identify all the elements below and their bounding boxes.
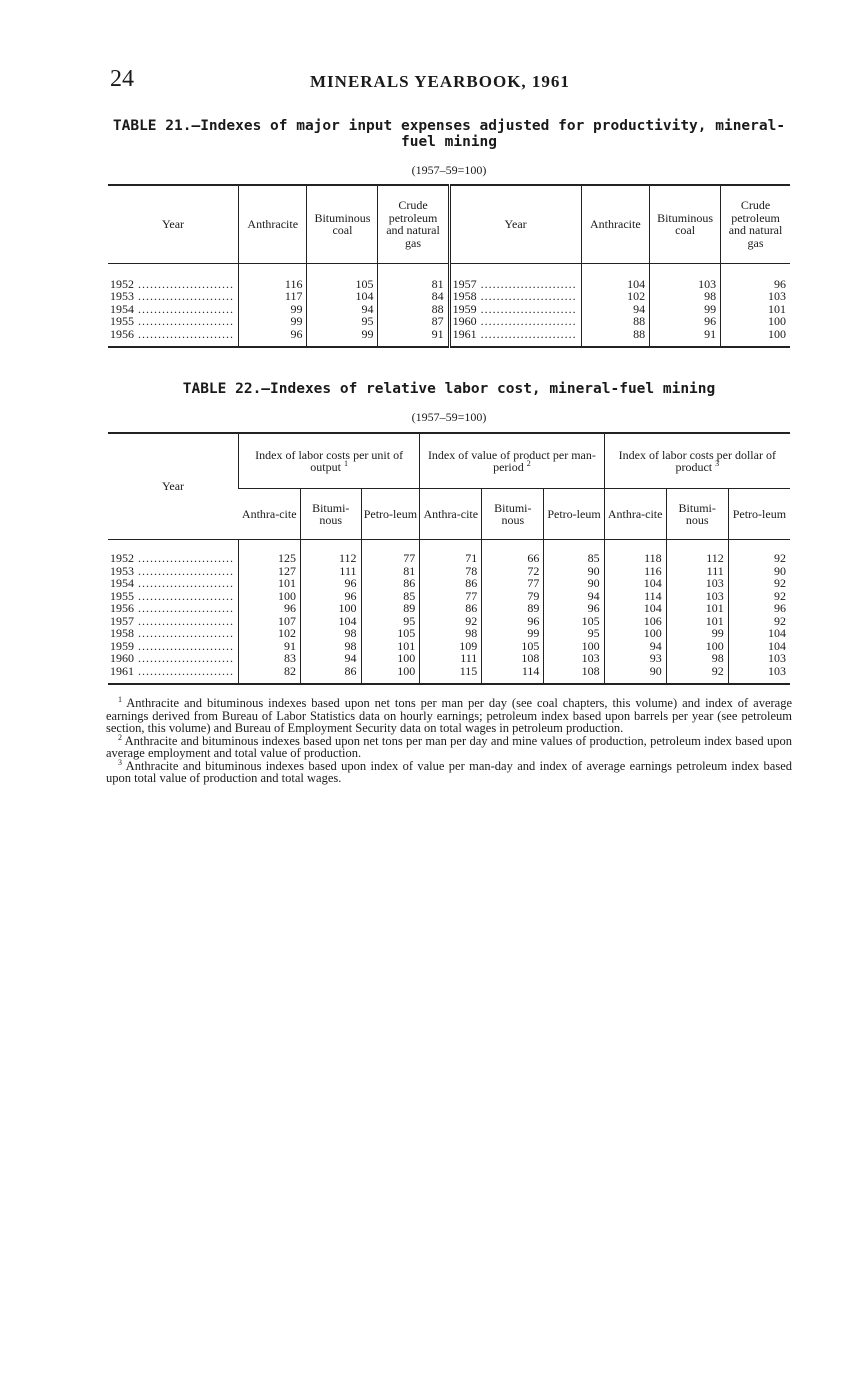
table-row — [108, 290, 790, 303]
table22 — [108, 432, 790, 685]
value-cell: 115 — [420, 665, 482, 685]
year-cell: 1957 ..... — [108, 615, 239, 628]
value-cell: 103 — [728, 652, 790, 665]
year-cell: 1956 ..... — [108, 602, 239, 615]
value-cell: 103 — [721, 290, 790, 303]
value-cell: 101 — [666, 615, 728, 628]
value-cell: 92 — [728, 615, 790, 628]
table21 — [108, 184, 790, 348]
value-cell: 96 — [239, 602, 301, 615]
table-row — [108, 652, 790, 665]
table-row — [108, 263, 790, 290]
value-cell: 77 — [361, 540, 420, 565]
footnotes — [106, 694, 792, 785]
value-cell: 98 — [666, 652, 728, 665]
table21-col-header: Crude petroleum and natural gas — [721, 185, 790, 263]
value-cell: 100 — [300, 602, 361, 615]
table22-subcol-header: Anthra-cite — [239, 489, 301, 540]
value-cell: 98 — [300, 640, 361, 653]
year-cell: 1952 ..... — [108, 540, 239, 565]
year-cell: 1954 ..... — [108, 303, 239, 316]
value-cell: 86 — [420, 577, 482, 590]
value-cell: 100 — [604, 627, 666, 640]
value-cell: 89 — [482, 602, 544, 615]
value-cell: 125 — [239, 540, 301, 565]
table22-subcol-header: Anthra-cite — [604, 489, 666, 540]
year-cell: 1959 ..... — [108, 640, 239, 653]
year-cell: 1954 ..... — [108, 577, 239, 590]
value-cell: 106 — [604, 615, 666, 628]
footnote-mark: 2 — [118, 732, 122, 742]
value-cell: 72 — [482, 565, 544, 578]
table21-title: TABLE 21.—Indexes of major input expenses adjusted for productivity, mineral-fuel mining — [112, 118, 786, 150]
value-cell: 104 — [604, 577, 666, 590]
table-row — [108, 665, 790, 685]
table21-header-row — [108, 185, 790, 263]
table22-group-header — [239, 433, 420, 489]
value-cell: 98 — [650, 290, 721, 303]
year-cell: 1958 ..... — [449, 290, 581, 303]
value-cell: 91 — [378, 328, 449, 348]
value-cell: 117 — [239, 290, 307, 303]
value-cell: 103 — [728, 665, 790, 685]
value-cell: 104 — [728, 640, 790, 653]
value-cell: 96 — [544, 602, 604, 615]
value-cell: 87 — [378, 315, 449, 328]
value-cell: 81 — [378, 263, 449, 290]
page-number: 24 — [110, 66, 134, 92]
footnote-mark: 3 — [118, 757, 122, 767]
value-cell: 101 — [721, 303, 790, 316]
footnote-ref: 1 — [343, 459, 348, 468]
table-row — [108, 590, 790, 603]
value-cell: 91 — [650, 328, 721, 348]
table-row — [108, 577, 790, 590]
value-cell: 100 — [361, 652, 420, 665]
year-cell: 1953 ..... — [108, 290, 239, 303]
value-cell: 101 — [361, 640, 420, 653]
value-cell: 85 — [361, 590, 420, 603]
footnote-1 — [106, 694, 792, 735]
year-cell: 1961 ..... — [449, 328, 581, 348]
year-cell: 1957 ..... — [449, 263, 581, 290]
value-cell: 95 — [361, 615, 420, 628]
value-cell: 99 — [307, 328, 378, 348]
footnote-2 — [106, 732, 792, 760]
value-cell: 116 — [239, 263, 307, 290]
year-cell: 1960 ..... — [449, 315, 581, 328]
table22-subcol-header: Petro-leum — [728, 489, 790, 540]
value-cell: 98 — [420, 627, 482, 640]
value-cell: 108 — [482, 652, 544, 665]
value-cell: 94 — [581, 303, 649, 316]
year-cell: 1960 ..... — [108, 652, 239, 665]
value-cell: 104 — [300, 615, 361, 628]
table22-group-header-row — [108, 433, 790, 489]
table-row — [108, 315, 790, 328]
value-cell: 99 — [239, 315, 307, 328]
value-cell: 100 — [239, 590, 301, 603]
value-cell: 94 — [604, 640, 666, 653]
value-cell: 88 — [581, 328, 649, 348]
table22-group-header — [420, 433, 604, 489]
table-row — [108, 627, 790, 640]
value-cell: 100 — [666, 640, 728, 653]
value-cell: 103 — [544, 652, 604, 665]
footnote-text: Anthracite and bituminous indexes based upon index of value per man-day and index of average earnings petroleum index based upon total value of production and total wages. — [106, 758, 792, 785]
value-cell: 92 — [728, 577, 790, 590]
value-cell: 84 — [378, 290, 449, 303]
table21-col-header: Year — [449, 185, 581, 263]
table22-group-header — [604, 433, 790, 489]
value-cell: 99 — [650, 303, 721, 316]
table22-subcol-header: Anthra-cite — [420, 489, 482, 540]
footnote-text: Anthracite and bituminous indexes based upon net tons per man per day (see coal chapters, this volume) and index of average earnings derived from Bureau of Labor Statistics data on hourly earnings; petroleum index based upon barrels per year (see petroleum section, this volume) and Bureau of Employment Security data on total wages in petroleum production. — [106, 696, 792, 735]
table22-subcol-header: Bitumi-nous — [482, 489, 544, 540]
value-cell: 96 — [482, 615, 544, 628]
table22-title: TABLE 22.—Indexes of relative labor cost, mineral-fuel mining — [182, 381, 716, 397]
table22-subcol-header: Petro-leum — [361, 489, 420, 540]
value-cell: 92 — [728, 540, 790, 565]
value-cell: 92 — [728, 590, 790, 603]
table21-subtitle: (1957–59=100) — [411, 163, 487, 177]
table21-col-header: Anthracite — [581, 185, 649, 263]
value-cell: 105 — [482, 640, 544, 653]
table21-col-header: Year — [108, 185, 239, 263]
table-row — [108, 602, 790, 615]
value-cell: 109 — [420, 640, 482, 653]
value-cell: 94 — [307, 303, 378, 316]
value-cell: 71 — [420, 540, 482, 565]
value-cell: 104 — [728, 627, 790, 640]
value-cell: 90 — [728, 565, 790, 578]
running-title: MINERALS YEARBOOK, 1961 — [310, 72, 570, 91]
table21-body — [108, 263, 790, 347]
table22-subcol-header: Bitumi-nous — [666, 489, 728, 540]
value-cell: 99 — [239, 303, 307, 316]
table21-col-header: Crude petroleum and natural gas — [378, 185, 449, 263]
value-cell: 104 — [307, 290, 378, 303]
value-cell: 99 — [482, 627, 544, 640]
value-cell: 101 — [666, 602, 728, 615]
value-cell: 103 — [650, 263, 721, 290]
table21-col-header: Bituminous coal — [650, 185, 721, 263]
value-cell: 103 — [666, 590, 728, 603]
value-cell: 81 — [361, 565, 420, 578]
value-cell: 92 — [666, 665, 728, 685]
value-cell: 102 — [239, 627, 301, 640]
table-row — [108, 303, 790, 316]
value-cell: 96 — [728, 602, 790, 615]
value-cell: 82 — [239, 665, 301, 685]
value-cell: 127 — [239, 565, 301, 578]
value-cell: 79 — [482, 590, 544, 603]
value-cell: 114 — [482, 665, 544, 685]
footnote-ref: 3 — [715, 459, 720, 468]
value-cell: 92 — [420, 615, 482, 628]
value-cell: 100 — [544, 640, 604, 653]
value-cell: 96 — [721, 263, 790, 290]
footnote-mark: 1 — [118, 694, 122, 704]
value-cell: 90 — [544, 577, 604, 590]
table21-col-header: Bituminous coal — [307, 185, 378, 263]
table22-subtitle: (1957–59=100) — [411, 410, 487, 424]
value-cell: 118 — [604, 540, 666, 565]
year-cell: 1956 ..... — [108, 328, 239, 348]
table-row — [108, 640, 790, 653]
value-cell: 66 — [482, 540, 544, 565]
value-cell: 112 — [666, 540, 728, 565]
value-cell: 101 — [239, 577, 301, 590]
table22-subcol-header: Bitumi-nous — [300, 489, 361, 540]
value-cell: 93 — [604, 652, 666, 665]
value-cell: 100 — [361, 665, 420, 685]
value-cell: 86 — [420, 602, 482, 615]
value-cell: 85 — [544, 540, 604, 565]
year-cell: 1958 ..... — [108, 627, 239, 640]
value-cell: 95 — [544, 627, 604, 640]
value-cell: 102 — [581, 290, 649, 303]
value-cell: 96 — [239, 328, 307, 348]
year-cell: 1959 ..... — [449, 303, 581, 316]
table-row — [108, 540, 790, 565]
value-cell: 99 — [666, 627, 728, 640]
year-cell: 1955 ..... — [108, 590, 239, 603]
table-row — [108, 615, 790, 628]
table22-subcol-header: Petro-leum — [544, 489, 604, 540]
footnote-ref: 2 — [526, 459, 531, 468]
table-row — [108, 328, 790, 348]
year-cell: 1961 ..... — [108, 665, 239, 685]
value-cell: 95 — [307, 315, 378, 328]
value-cell: 105 — [361, 627, 420, 640]
value-cell: 116 — [604, 565, 666, 578]
value-cell: 94 — [300, 652, 361, 665]
year-cell: 1955 ..... — [108, 315, 239, 328]
value-cell: 96 — [650, 315, 721, 328]
value-cell: 96 — [300, 577, 361, 590]
table22-group-label: Index of labor costs per unit of output — [255, 447, 404, 474]
table22-group-label: Index of labor costs per dollar of product — [618, 447, 776, 474]
value-cell: 111 — [666, 565, 728, 578]
value-cell: 104 — [604, 602, 666, 615]
value-cell: 86 — [300, 665, 361, 685]
footnote-3 — [106, 757, 792, 785]
value-cell: 94 — [544, 590, 604, 603]
table22-year-header: Year — [108, 433, 239, 540]
value-cell: 107 — [239, 615, 301, 628]
value-cell: 108 — [544, 665, 604, 685]
value-cell: 90 — [604, 665, 666, 685]
value-cell: 105 — [307, 263, 378, 290]
value-cell: 104 — [581, 263, 649, 290]
value-cell: 78 — [420, 565, 482, 578]
value-cell: 98 — [300, 627, 361, 640]
table22-body — [108, 540, 790, 685]
value-cell: 100 — [721, 328, 790, 348]
value-cell: 96 — [300, 590, 361, 603]
value-cell: 112 — [300, 540, 361, 565]
value-cell: 90 — [544, 565, 604, 578]
value-cell: 88 — [378, 303, 449, 316]
value-cell: 111 — [420, 652, 482, 665]
value-cell: 100 — [721, 315, 790, 328]
table-row — [108, 565, 790, 578]
value-cell: 111 — [300, 565, 361, 578]
year-cell: 1953 ..... — [108, 565, 239, 578]
value-cell: 77 — [420, 590, 482, 603]
value-cell: 91 — [239, 640, 301, 653]
value-cell: 77 — [482, 577, 544, 590]
footnote-text: Anthracite and bituminous indexes based upon net tons per man per day and mine values of production, petroleum index based upon average employment and total value of production. — [106, 733, 792, 760]
value-cell: 88 — [581, 315, 649, 328]
year-cell: 1952 ..... — [108, 263, 239, 290]
value-cell: 83 — [239, 652, 301, 665]
value-cell: 103 — [666, 577, 728, 590]
value-cell: 114 — [604, 590, 666, 603]
value-cell: 89 — [361, 602, 420, 615]
table22-group-label: Index of value of product per man-period — [427, 447, 596, 474]
table21-col-header: Anthracite — [239, 185, 307, 263]
value-cell: 86 — [361, 577, 420, 590]
value-cell: 105 — [544, 615, 604, 628]
